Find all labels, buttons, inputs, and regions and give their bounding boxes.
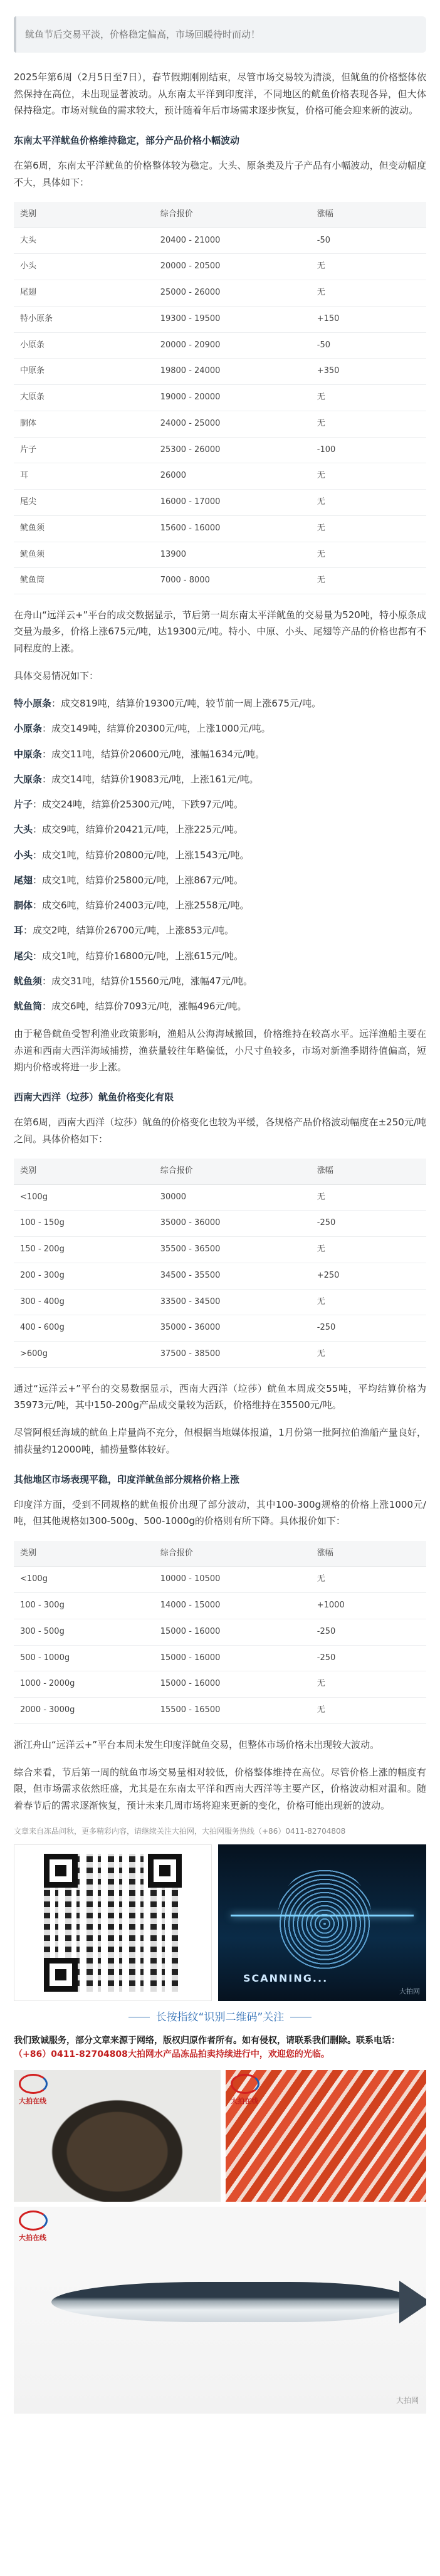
deal-item-name: 特小原条: [14, 698, 52, 709]
table-cell: 无: [311, 463, 426, 490]
fingerprint-scan-card[interactable]: [218, 1844, 426, 2001]
zhoushan-paragraph: 在舟山“远洋云+”平台的成交数据显示，节后第一周东南太平洋鱿鱼的交易量为520吨，特小原条成交量为最多，价格上涨675元/吨，达19300元/吨。特小、中原、小头、尾翅等产品的价格也都有不同程度的上涨。: [14, 609, 426, 654]
table-row: [14, 1593, 426, 1619]
table-cell: 19300 - 19500: [154, 306, 311, 332]
deal-item-text: ：成交31吨，结算价15560元/吨，涨幅47元/吨。: [42, 975, 253, 987]
table-cell: 无: [311, 411, 426, 437]
article: [0, 16, 440, 2439]
table-row: [14, 1342, 426, 1368]
scan-line: [231, 1915, 414, 1916]
table-cell: 特小原条: [14, 306, 154, 332]
deal-item-name: 尾尖: [14, 950, 33, 962]
table-cell: 300 - 500g: [14, 1619, 154, 1645]
table-cell: 25000 - 26000: [154, 280, 311, 307]
table-cell: 400 - 600g: [14, 1315, 154, 1342]
table-cell: 无: [311, 542, 426, 568]
scan-watermark: 大拍网: [399, 1987, 420, 1995]
table-cell: -100: [311, 437, 426, 463]
qr-finder: [148, 1854, 182, 1888]
table-cell: 100 - 150g: [14, 1211, 154, 1237]
table-cell: 无: [311, 515, 426, 542]
table-cell: 无: [311, 385, 426, 411]
saury-fish-photo: [14, 2207, 426, 2414]
deal-item: [14, 872, 426, 888]
source-note: 文章来自冻品问秋，更多精彩内容，请继续关注大拍网，大拍网服务热线（+86）0411-82704808: [14, 1826, 346, 1836]
deal-item-name: 小原条: [14, 723, 43, 735]
table-cell: 无: [311, 1698, 426, 1724]
table-cell: -250: [311, 1619, 426, 1645]
table-cell: 无: [311, 280, 426, 307]
table-header-cell: 涨幅: [311, 1541, 426, 1567]
crab-legs-photo: [226, 2070, 426, 2202]
table-header-cell: 综合报价: [154, 202, 311, 228]
table-cell: 19000 - 20000: [154, 385, 311, 411]
table-cell: 7000 - 8000: [154, 568, 311, 594]
table-cell: 小头: [14, 254, 154, 280]
qr-finder: [44, 1958, 78, 1992]
contact-tail: 大拍网水产品冻品拍卖持续进行中，欢迎您的光临。: [127, 2049, 330, 2059]
deal-item-text: ：成交14吨，结算价19083元/吨，上涨161元/吨。: [42, 773, 259, 785]
intro-paragraph: 2025年第6周（2月5日至7日），春节假期刚刚结束，尽管市场交易较为清淡，但鱿鱼的价格整体依然保持在高位，未出现显著波动。从东南太平洋到印度洋，不同地区的鱿鱼价格表现各异，但大体保持稳定。市场对鱿鱼的需求较大，预计随着年后市场需求逐步恢复，价格可能会迎来新的波动。: [14, 71, 426, 116]
table-cell: 耳: [14, 463, 154, 490]
table-row: [14, 1619, 426, 1645]
table-row: [14, 1237, 426, 1263]
table-cell: -250: [311, 1645, 426, 1671]
summary-text: 鱿鱼节后交易平淡，价格稳定偏高，市场回暖待时而动！: [25, 29, 261, 40]
table-cell: >600g: [14, 1342, 154, 1368]
table-cell: 15500 - 16500: [154, 1698, 311, 1724]
deal-item-text: ：成交9吨，结算价20421元/吨，上涨225元/吨。: [33, 824, 244, 836]
table-cell: 片子: [14, 437, 154, 463]
table-row: [14, 515, 426, 542]
deal-item-text: ：成交1吨，结算价16800元/吨，上涨615元/吨。: [33, 950, 244, 962]
table-cell: 33500 - 34500: [154, 1289, 311, 1315]
table-cell: 鱿鱼须: [14, 515, 154, 542]
scan-label: SCANNING...: [243, 1972, 328, 1984]
fish-body: [51, 2282, 409, 2322]
table-cell: 35000 - 36000: [154, 1315, 311, 1342]
market-paragraph: 由于秘鲁鱿鱼受智利渔业政策影响，渔船从公海海域撤回，价格维持在较高水平。远洋渔船主要在赤道和西南大西洋海域捕捞，渔获量较往年略偏低，小尺寸鱼较多，市场对新渔季期待值偏高，短期内价格或将进一步上涨。: [14, 1028, 426, 1073]
table-cell: +350: [311, 359, 426, 385]
table-cell: 无: [311, 1342, 426, 1368]
qr-code-icon[interactable]: [44, 1854, 182, 1992]
table-row: [14, 1315, 426, 1342]
photo-watermark: 大拍网: [395, 2396, 419, 2405]
table-cell: 13900: [154, 542, 311, 568]
brand-logo-icon: [231, 2074, 259, 2094]
contact-lead: 我们致诚服务，部分文章来源于网络，版权归原作者所有。如有侵权，请联系我们删除。联系电话：: [14, 2035, 400, 2046]
quote-bar: [14, 16, 16, 53]
deal-item: [14, 771, 426, 787]
deal-item-text: ：成交819吨，结算价19300元/吨，较节前一周上涨675元/吨。: [51, 698, 322, 709]
deal-item-name: 小头: [14, 849, 33, 861]
table-cell: 35500 - 36500: [154, 1237, 311, 1263]
brand-logo-text: 大拍在线: [19, 2097, 46, 2106]
section-paragraph-sw-atlantic: 在第6周，西南大西洋（垃莎）鱿鱼的价格变化也较为平缓，各规格产品价格波动幅度在±250元/吨之间。具体价格如下：: [14, 1117, 426, 1145]
table-cell: 15000 - 16000: [154, 1619, 311, 1645]
table-cell: +150: [311, 306, 426, 332]
table-cell: -50: [311, 332, 426, 359]
table-row: [14, 359, 426, 385]
table-row: [14, 1645, 426, 1671]
price-table-indian-ocean: [14, 1541, 426, 1724]
table-cell: 鱿鱼须: [14, 542, 154, 568]
deal-heading: 具体交易情况如下：: [14, 670, 99, 681]
deal-item: [14, 695, 426, 712]
table-row: [14, 1184, 426, 1211]
table-row: [14, 411, 426, 437]
section-paragraph-se-pacific: 在第6周，东南太平洋鱿鱼的价格整体较为稳定。大头、原条类及片子产品有小幅波动，但变动幅度不大，具体如下：: [14, 160, 426, 188]
table-cell: 无: [311, 254, 426, 280]
deal-item: [14, 821, 426, 838]
table-row: [14, 280, 426, 307]
deal-item: [14, 720, 426, 737]
table-row: [14, 1263, 426, 1289]
table-row: [14, 1671, 426, 1698]
table-cell: +1000: [311, 1593, 426, 1619]
section-paragraph-indian-ocean: 印度洋方面，受到不同规格的鱿鱼报价出现了部分波动，其中100-300g规格的价格上涨1000元/吨，但其他规格如300-500g、500-1000g的价格则有所下降。具体报价如下：: [14, 1499, 426, 1527]
table-header-cell: 涨幅: [311, 1159, 426, 1184]
table-cell: 尾尖: [14, 490, 154, 516]
table-cell: 无: [311, 1184, 426, 1211]
table-cell: 20000 - 20900: [154, 332, 311, 359]
deal-item: [14, 973, 426, 989]
table-header-cell: 综合报价: [154, 1159, 311, 1184]
table-cell: 2000 - 3000g: [14, 1698, 154, 1724]
deal-item-text: ：成交2吨，结算价26700元/吨，上涨853元/吨。: [23, 925, 234, 937]
deal-item-text: ：成交149吨，结算价20300元/吨，上涨1000元/吨。: [42, 723, 271, 735]
price-table-se-pacific: [14, 202, 426, 594]
table-cell: 30000: [154, 1184, 311, 1211]
brand-logo-text: 大拍在线: [231, 2097, 258, 2106]
sw-atlantic-trade-paragraph: 通过“远洋云+”平台的交易数据显示，西南大西洋（垃莎）鱿鱼本周成交55吨，平均结算价格为35973元/吨，其中150-200g产品成交量较为活跃，价格维持在35500元/吨。: [14, 1382, 426, 1411]
table-cell: -50: [311, 228, 426, 254]
table-cell: 100 - 300g: [14, 1593, 154, 1619]
table-cell: 25300 - 26000: [154, 437, 311, 463]
deal-item-name: 鱿鱼筒: [14, 1001, 43, 1012]
table-cell: 35000 - 36000: [154, 1211, 311, 1237]
deal-item: [14, 998, 426, 1014]
table-cell: -250: [311, 1211, 426, 1237]
table-cell: 15000 - 16000: [154, 1645, 311, 1671]
brand-logo-icon: [19, 2211, 48, 2231]
table-cell: 14000 - 15000: [154, 1593, 311, 1619]
table-row: [14, 437, 426, 463]
table-cell: 20400 - 21000: [154, 228, 311, 254]
table-cell: 无: [311, 1237, 426, 1263]
table-cell: +250: [311, 1263, 426, 1289]
deal-item-text: ：成交1吨，结算价25800元/吨，上涨867元/吨。: [33, 874, 244, 886]
table-cell: 34500 - 35500: [154, 1263, 311, 1289]
table-header-cell: 类别: [14, 1541, 154, 1567]
product-photo-row: [14, 2070, 426, 2202]
table-row: [14, 385, 426, 411]
table-header-cell: 类别: [14, 1159, 154, 1184]
table-cell: <100g: [14, 1184, 154, 1211]
table-cell: 大原条: [14, 385, 154, 411]
table-cell: 1000 - 2000g: [14, 1671, 154, 1698]
deal-item: [14, 922, 426, 938]
deal-item-name: 中原条: [14, 748, 43, 760]
deal-list: [14, 695, 426, 1014]
table-cell: 无: [311, 1567, 426, 1593]
table-row: [14, 1567, 426, 1593]
contact-paragraph: [14, 2034, 426, 2062]
table-cell: 无: [311, 1289, 426, 1315]
table-cell: 10000 - 10500: [154, 1567, 311, 1593]
table-cell: -250: [311, 1315, 426, 1342]
fish-tail: [399, 2281, 426, 2323]
summary-quote: [14, 16, 426, 53]
deal-item: [14, 948, 426, 964]
deal-item-name: 尾翅: [14, 874, 33, 886]
table-cell: 大头: [14, 228, 154, 254]
table-cell: 鱿鱼筒: [14, 568, 154, 594]
table-row: [14, 1211, 426, 1237]
deal-item: [14, 746, 426, 762]
table-row: [14, 228, 426, 254]
table-cell: 200 - 300g: [14, 1263, 154, 1289]
argentina-paragraph: 尽管阿根廷海域的鱿鱼上岸量尚不充分，但根据当地媒体报道，1月份第一批阿拉伯渔船产量良好，捕获量约12000吨，捕捞量整体较好。: [14, 1427, 426, 1455]
table-header-cell: 综合报价: [154, 1541, 311, 1567]
table-header-cell: 类别: [14, 202, 154, 228]
qr-finder: [44, 1854, 78, 1888]
table-cell: 15600 - 16000: [154, 515, 311, 542]
deal-item-text: ：成交6吨，结算价7093元/吨，涨幅496元/吨。: [42, 1001, 247, 1012]
deal-item-text: ：成交24吨，结算价25300元/吨，下跌97元/吨。: [33, 799, 244, 810]
table-cell: 500 - 1000g: [14, 1645, 154, 1671]
brand-logo-text: 大拍在线: [19, 2234, 46, 2242]
price-table-sw-atlantic: [14, 1159, 426, 1368]
table-cell: 小原条: [14, 332, 154, 359]
table-row: [14, 463, 426, 490]
squid-head-photo: [14, 2070, 221, 2202]
table-cell: <100g: [14, 1567, 154, 1593]
table-row: [14, 542, 426, 568]
table-row: [14, 1289, 426, 1315]
table-cell: 24000 - 25000: [154, 411, 311, 437]
deal-item-name: 耳: [14, 925, 24, 937]
deal-item: [14, 897, 426, 913]
table-cell: 胴体: [14, 411, 154, 437]
conclusion-paragraph: 综合来看，节后第一周的鱿鱼市场交易量相对较低，价格整体维持在高位。尽管价格上涨的幅度有限，但市场需求依然旺盛，尤其是在东南太平洋和西南大西洋等主要产区，价格波动相对温和。随着春节后的需求逐渐恢复，预计未来几周市场将迎来更新的变化，价格可能出现新的波动。: [14, 1767, 426, 1811]
section-title-indian-ocean: 其他地区市场表现平稳，印度洋鱿鱼部分规格价格上涨: [14, 1473, 240, 1485]
zhejiang-paragraph: 浙江舟山“远洋云+”平台本周未发生印度洋鱿鱼交易，但整体市场价格未出现较大波动。: [14, 1738, 380, 1750]
deal-item-name: 大原条: [14, 773, 43, 785]
table-header-cell: 涨幅: [311, 202, 426, 228]
table-cell: 20000 - 20500: [154, 254, 311, 280]
deal-item-name: 鱿鱼须: [14, 975, 43, 987]
table-cell: 无: [311, 490, 426, 516]
table-cell: 26000: [154, 463, 311, 490]
brand-logo-icon: [19, 2074, 48, 2094]
table-cell: 19800 - 24000: [154, 359, 311, 385]
deal-item-text: ：成交6吨，结算价24003元/吨，上涨2558元/吨。: [33, 900, 249, 911]
qr-code-card[interactable]: [14, 1844, 212, 2001]
fingerprint-icon: [278, 1867, 372, 1970]
table-row: [14, 254, 426, 280]
table-cell: 16000 - 17000: [154, 490, 311, 516]
deal-item-name: 片子: [14, 799, 33, 810]
table-cell: 150 - 200g: [14, 1237, 154, 1263]
table-row: [14, 490, 426, 516]
promo-row: [14, 1844, 426, 2001]
table-cell: 尾翅: [14, 280, 154, 307]
deal-item: [14, 847, 426, 863]
table-row: [14, 1698, 426, 1724]
table-cell: 15000 - 16000: [154, 1671, 311, 1698]
table-cell: 300 - 400g: [14, 1289, 154, 1315]
deal-item-text: ：成交11吨，结算价20600元/吨，涨幅1634元/吨。: [42, 748, 265, 760]
deal-item: [14, 796, 426, 812]
table-row: [14, 306, 426, 332]
deal-item-name: 大头: [14, 824, 33, 836]
deal-item-name: 胴体: [14, 900, 33, 911]
deal-item-text: ：成交1吨，结算价20800元/吨，上涨1543元/吨。: [33, 849, 249, 861]
table-cell: 中原条: [14, 359, 154, 385]
table-cell: 无: [311, 1671, 426, 1698]
section-title-se-pacific: 东南太平洋鱿鱼价格维持稳定，部分产品价格小幅波动: [14, 135, 240, 146]
table-row: [14, 332, 426, 359]
press-hint-text: 长按指纹“识别二维码”关注: [155, 2011, 285, 2024]
press-hint: [14, 2009, 426, 2027]
table-cell: 无: [311, 568, 426, 594]
contact-phone[interactable]: （+86）0411-82704808: [14, 2049, 128, 2059]
section-title-sw-atlantic: 西南大西洋（垃莎）鱿鱼价格变化有限: [14, 1091, 174, 1103]
table-cell: 37500 - 38500: [154, 1342, 311, 1368]
table-row: [14, 568, 426, 594]
